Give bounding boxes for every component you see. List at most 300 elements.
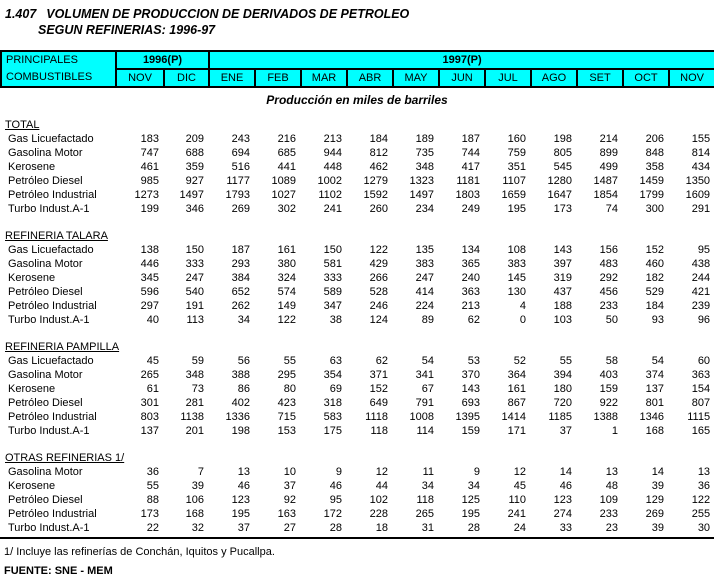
- value-cell: 59: [191, 355, 204, 367]
- value-cell: 1102: [318, 189, 342, 201]
- value-cell: 14: [651, 466, 664, 478]
- value-cell: 153: [277, 425, 296, 437]
- table-row: [0, 299, 714, 313]
- section-gap-cell: [0, 216, 714, 229]
- value-cell: 269: [231, 203, 250, 215]
- value-cell: 383: [415, 258, 434, 270]
- value-cell: 374: [645, 369, 664, 381]
- value-cell: 247: [185, 272, 204, 284]
- row-label: Kerosene: [8, 480, 56, 492]
- row-label: Petróleo Diesel: [8, 397, 83, 409]
- value-cell: 168: [645, 425, 664, 437]
- value-cell: 1388: [593, 411, 618, 423]
- value-cell: 30: [697, 522, 711, 534]
- value-cell: 1414: [501, 411, 526, 423]
- value-cell: 48: [605, 480, 618, 492]
- section-header-cell: [0, 229, 714, 243]
- table-row: [0, 243, 714, 257]
- value-cell: 143: [461, 383, 480, 395]
- row-label: Turbo Indust.A-1: [8, 425, 90, 437]
- row-label: Gasolina Motor: [8, 147, 83, 159]
- value-cell: 28: [467, 522, 480, 534]
- value-cell: 13: [697, 466, 711, 478]
- value-cell: 688: [185, 147, 204, 159]
- value-cell: 297: [140, 300, 159, 312]
- value-cell: 448: [323, 161, 342, 173]
- month-header: NOV: [116, 69, 164, 87]
- value-cell: 195: [461, 508, 480, 520]
- value-cell: 1027: [271, 189, 296, 201]
- value-cell: 1346: [639, 411, 664, 423]
- table-row: [0, 174, 714, 188]
- value-cell: 694: [231, 147, 250, 159]
- value-cell: 9: [473, 466, 480, 478]
- month-header: SET: [577, 69, 623, 87]
- value-cell: 214: [599, 133, 618, 145]
- value-cell: 759: [507, 147, 526, 159]
- value-cell: 55: [559, 355, 572, 367]
- section-header: OTRAS REFINERIAS 1/: [5, 452, 125, 464]
- value-cell: 446: [140, 258, 159, 270]
- value-cell: 45: [513, 480, 526, 492]
- value-cell: 581: [323, 258, 342, 270]
- value-cell: 130: [507, 286, 526, 298]
- value-cell: 241: [323, 203, 342, 215]
- value-cell: 7: [197, 466, 204, 478]
- value-cell: 293: [231, 258, 250, 270]
- value-cell: 45: [146, 355, 159, 367]
- value-cell: 52: [513, 355, 526, 367]
- value-cell: 438: [691, 258, 711, 270]
- value-cell: 291: [691, 203, 711, 215]
- value-cell: 95: [697, 244, 711, 256]
- table-row: [0, 368, 714, 382]
- table-row: [0, 507, 714, 521]
- value-cell: 403: [599, 369, 618, 381]
- value-cell: 384: [231, 272, 250, 284]
- value-cell: 814: [691, 147, 711, 159]
- year-header-row: [1, 51, 714, 69]
- value-cell: 1: [611, 425, 618, 437]
- value-cell: 652: [231, 286, 250, 298]
- value-cell: 134: [461, 244, 480, 256]
- value-cell: 922: [599, 397, 618, 409]
- value-cell: 1118: [365, 411, 388, 423]
- value-cell: 44: [375, 480, 388, 492]
- value-cell: 122: [691, 494, 711, 506]
- value-cell: 358: [645, 161, 664, 173]
- table-row: [0, 271, 714, 285]
- value-cell: 118: [370, 425, 388, 437]
- value-cell: 807: [691, 397, 711, 409]
- value-cell: 54: [651, 355, 664, 367]
- value-cell: 123: [553, 494, 572, 506]
- value-cell: 37: [559, 425, 572, 437]
- table-row: [0, 202, 714, 216]
- value-cell: 34: [237, 314, 250, 326]
- value-cell: 927: [185, 175, 204, 187]
- principales-combustibles-header: [1, 51, 116, 87]
- row-label: Gasolina Motor: [8, 466, 83, 478]
- column-header-table: [0, 50, 714, 88]
- value-cell: 274: [553, 508, 572, 520]
- month-header: OCT: [623, 69, 669, 87]
- value-cell: 160: [507, 133, 526, 145]
- value-cell: 46: [329, 480, 342, 492]
- value-cell: 168: [185, 508, 204, 520]
- value-cell: 414: [415, 286, 434, 298]
- value-cell: 528: [369, 286, 388, 298]
- value-cell: 69: [329, 383, 342, 395]
- value-cell: 1089: [271, 175, 296, 187]
- month-header: ENE: [209, 69, 255, 87]
- value-cell: 720: [553, 397, 572, 409]
- table-row: [0, 465, 714, 479]
- value-cell: 333: [323, 272, 342, 284]
- value-cell: 363: [691, 369, 711, 381]
- value-cell: 92: [283, 494, 296, 506]
- value-cell: 233: [599, 300, 618, 312]
- value-cell: 60: [697, 355, 711, 367]
- value-cell: 281: [185, 397, 204, 409]
- row-label: Kerosene: [8, 383, 56, 395]
- value-cell: 13: [605, 466, 618, 478]
- value-cell: 867: [507, 397, 526, 409]
- combustibles-label: COMBUSTIBLES: [6, 71, 93, 83]
- section-header-cell: [0, 451, 714, 465]
- value-cell: 89: [421, 314, 434, 326]
- month-header: AGO: [531, 69, 577, 87]
- row-label: Kerosene: [8, 272, 56, 284]
- value-cell: 434: [691, 161, 711, 173]
- value-cell: 417: [461, 161, 480, 173]
- value-cell: 260: [369, 203, 388, 215]
- section-gap: [0, 216, 714, 229]
- value-cell: 61: [146, 383, 159, 395]
- value-cell: 135: [415, 244, 434, 256]
- units-subtitle: Producción en miles de barriles: [266, 93, 448, 107]
- row-label: Gas Licuefactado: [8, 355, 94, 367]
- value-cell: 109: [599, 494, 618, 506]
- month-header: FEB: [255, 69, 301, 87]
- value-cell: 483: [599, 258, 618, 270]
- value-cell: 348: [415, 161, 434, 173]
- value-cell: 243: [231, 133, 250, 145]
- value-cell: 589: [323, 286, 342, 298]
- value-cell: 319: [553, 272, 572, 284]
- value-cell: 62: [467, 314, 480, 326]
- value-cell: 228: [369, 508, 388, 520]
- value-cell: 1279: [363, 175, 388, 187]
- value-cell: 172: [323, 508, 342, 520]
- value-cell: 13: [237, 466, 250, 478]
- value-cell: 574: [277, 286, 296, 298]
- value-cell: 301: [140, 397, 159, 409]
- value-cell: 1177: [226, 175, 250, 187]
- data-table: [0, 118, 714, 535]
- value-cell: 195: [507, 203, 526, 215]
- section-header-row: [0, 229, 714, 243]
- value-cell: 224: [415, 300, 434, 312]
- value-cell: 18: [375, 522, 388, 534]
- value-cell: 11: [422, 466, 434, 478]
- value-cell: 86: [237, 383, 250, 395]
- value-cell: 1336: [225, 411, 250, 423]
- value-cell: 255: [691, 508, 711, 520]
- value-cell: 183: [140, 133, 159, 145]
- value-cell: 163: [277, 508, 296, 520]
- row-label: Gas Licuefactado: [8, 133, 94, 145]
- value-cell: 1459: [639, 175, 664, 187]
- value-cell: 747: [140, 147, 159, 159]
- table-row: [0, 285, 714, 299]
- value-cell: 383: [507, 258, 526, 270]
- value-cell: 1647: [547, 189, 572, 201]
- table-row: [0, 424, 714, 438]
- value-cell: 461: [140, 161, 159, 173]
- row-label: Petróleo Industrial: [8, 189, 97, 201]
- table-row: [0, 132, 714, 146]
- value-cell: 206: [645, 133, 664, 145]
- value-cell: 62: [375, 355, 388, 367]
- value-cell: 150: [185, 244, 204, 256]
- value-cell: 28: [329, 522, 342, 534]
- value-cell: 143: [553, 244, 572, 256]
- value-cell: 649: [369, 397, 388, 409]
- table-row: [0, 354, 714, 368]
- value-cell: 1609: [685, 189, 711, 201]
- value-cell: 1280: [547, 175, 572, 187]
- value-cell: 184: [369, 133, 388, 145]
- value-cell: 300: [645, 203, 664, 215]
- value-cell: 333: [185, 258, 204, 270]
- month-header: NOV: [669, 69, 714, 87]
- value-cell: 209: [185, 133, 204, 145]
- value-cell: 93: [651, 314, 664, 326]
- section-header-cell: [0, 118, 714, 132]
- value-cell: 359: [185, 161, 204, 173]
- value-cell: 348: [185, 369, 204, 381]
- value-cell: 138: [140, 244, 159, 256]
- value-cell: 40: [146, 314, 159, 326]
- value-cell: 159: [461, 425, 480, 437]
- value-cell: 234: [415, 203, 434, 215]
- row-label: Turbo Indust.A-1: [8, 314, 90, 326]
- value-cell: 803: [140, 411, 159, 423]
- value-cell: 371: [369, 369, 388, 381]
- value-cell: 460: [645, 258, 664, 270]
- value-cell: 437: [553, 286, 572, 298]
- value-cell: 744: [461, 147, 480, 159]
- table-row: [0, 382, 714, 396]
- value-cell: 125: [461, 494, 480, 506]
- value-cell: 12: [513, 466, 526, 478]
- title-text: VOLUMEN DE PRODUCCION DE DERIVADOS DE PETROLEO: [46, 7, 410, 21]
- value-cell: 10: [283, 466, 296, 478]
- section-header: REFINERIA PAMPILLA: [5, 341, 120, 353]
- value-cell: 31: [421, 522, 434, 534]
- value-cell: 213: [323, 133, 342, 145]
- value-cell: 165: [691, 425, 711, 437]
- principales-label: PRINCIPALES: [6, 54, 78, 66]
- value-cell: 152: [645, 244, 664, 256]
- value-cell: 55: [283, 355, 296, 367]
- value-cell: 516: [231, 161, 250, 173]
- value-cell: 262: [231, 300, 250, 312]
- value-cell: 241: [507, 508, 526, 520]
- table-row: [0, 493, 714, 507]
- row-label: Kerosene: [8, 161, 56, 173]
- row-label: Petróleo Industrial: [8, 300, 97, 312]
- value-cell: 249: [461, 203, 480, 215]
- value-cell: 265: [415, 508, 434, 520]
- value-cell: 324: [277, 272, 296, 284]
- value-cell: 38: [329, 314, 342, 326]
- section-header: TOTAL: [5, 119, 40, 131]
- value-cell: 129: [645, 494, 664, 506]
- value-cell: 456: [599, 286, 618, 298]
- section-gap-cell: [0, 327, 714, 340]
- value-cell: 182: [645, 272, 664, 284]
- value-cell: 108: [507, 244, 526, 256]
- row-label: Petróleo Diesel: [8, 286, 83, 298]
- value-cell: 54: [421, 355, 434, 367]
- value-cell: 693: [461, 397, 480, 409]
- value-cell: 545: [553, 161, 572, 173]
- value-cell: 187: [231, 244, 250, 256]
- value-cell: 302: [277, 203, 296, 215]
- value-cell: 1497: [179, 189, 204, 201]
- value-cell: 364: [507, 369, 526, 381]
- value-cell: 39: [191, 480, 204, 492]
- value-cell: 56: [237, 355, 250, 367]
- month-header: MAR: [301, 69, 347, 87]
- value-cell: 347: [323, 300, 342, 312]
- value-cell: 423: [277, 397, 296, 409]
- value-cell: 198: [553, 133, 572, 145]
- table-row: [0, 146, 714, 160]
- value-cell: 529: [645, 286, 664, 298]
- value-cell: 1273: [134, 189, 159, 201]
- value-cell: 14: [559, 466, 572, 478]
- month-header: MAY: [393, 69, 439, 87]
- table-row: [0, 521, 714, 535]
- value-cell: 1659: [501, 189, 526, 201]
- value-cell: 441: [277, 161, 296, 173]
- value-cell: 351: [507, 161, 526, 173]
- value-cell: 499: [599, 161, 618, 173]
- value-cell: 55: [146, 480, 159, 492]
- value-cell: 363: [461, 286, 480, 298]
- value-cell: 80: [283, 383, 296, 395]
- value-cell: 685: [277, 147, 296, 159]
- value-cell: 715: [277, 411, 296, 423]
- row-label: Petróleo Industrial: [8, 508, 97, 520]
- value-cell: 74: [605, 203, 618, 215]
- value-cell: 295: [277, 369, 296, 381]
- value-cell: 53: [467, 355, 480, 367]
- value-cell: 96: [697, 314, 711, 326]
- value-cell: 583: [323, 411, 342, 423]
- table-row: [0, 188, 714, 202]
- row-label: Gasolina Motor: [8, 369, 83, 381]
- value-cell: 462: [369, 161, 388, 173]
- value-cell: 341: [415, 369, 434, 381]
- value-cell: 216: [277, 133, 296, 145]
- value-cell: 124: [369, 314, 388, 326]
- title-line-1: [5, 6, 714, 22]
- value-cell: 39: [651, 480, 664, 492]
- value-cell: 152: [369, 383, 388, 395]
- value-cell: 37: [283, 480, 296, 492]
- table-row: [0, 160, 714, 174]
- month-header: JUL: [485, 69, 531, 87]
- value-cell: 265: [140, 369, 159, 381]
- value-cell: 33: [559, 522, 572, 534]
- value-cell: 735: [415, 147, 434, 159]
- value-cell: 63: [329, 355, 342, 367]
- value-cell: 12: [375, 466, 388, 478]
- row-label: Gas Licuefactado: [8, 244, 94, 256]
- year-1996-header: 1996(P): [116, 51, 209, 69]
- page-title: [0, 0, 714, 38]
- value-cell: 1138: [180, 411, 204, 423]
- section-gap: [0, 327, 714, 340]
- value-cell: 345: [140, 272, 159, 284]
- value-cell: 58: [605, 355, 618, 367]
- value-cell: 46: [237, 480, 250, 492]
- value-cell: 1497: [409, 189, 434, 201]
- value-cell: 848: [645, 147, 664, 159]
- row-label: Petróleo Industrial: [8, 411, 97, 423]
- value-cell: 198: [231, 425, 250, 437]
- value-cell: 1115: [687, 411, 711, 423]
- section-header-row: [0, 118, 714, 132]
- row-label: Turbo Indust.A-1: [8, 203, 90, 215]
- value-cell: 195: [231, 508, 250, 520]
- table-row: [0, 257, 714, 271]
- value-cell: 985: [140, 175, 159, 187]
- value-cell: 266: [369, 272, 388, 284]
- value-cell: 269: [645, 508, 664, 520]
- value-cell: 180: [553, 383, 572, 395]
- section-header-row: [0, 340, 714, 354]
- value-cell: 1803: [455, 189, 480, 201]
- section-header-row: [0, 451, 714, 465]
- value-cell: 805: [553, 147, 572, 159]
- value-cell: 1107: [502, 175, 526, 187]
- value-cell: 114: [416, 425, 434, 437]
- table-row: [0, 313, 714, 327]
- title-line-2: SEGUN REFINERIAS: 1996-97: [38, 23, 216, 37]
- value-cell: 421: [691, 286, 711, 298]
- value-cell: 27: [283, 522, 296, 534]
- value-cell: 187: [461, 133, 480, 145]
- value-cell: 155: [691, 133, 711, 145]
- section-header: REFINERIA TALARA: [5, 230, 108, 242]
- value-cell: 22: [146, 522, 159, 534]
- value-cell: 189: [415, 133, 434, 145]
- value-cell: 354: [323, 369, 342, 381]
- value-cell: 239: [691, 300, 711, 312]
- row-label: Petróleo Diesel: [8, 175, 83, 187]
- value-cell: 429: [369, 258, 388, 270]
- value-cell: 213: [461, 300, 480, 312]
- value-cell: 318: [323, 397, 342, 409]
- value-cell: 34: [421, 480, 434, 492]
- value-cell: 199: [140, 203, 159, 215]
- value-cell: 123: [231, 494, 250, 506]
